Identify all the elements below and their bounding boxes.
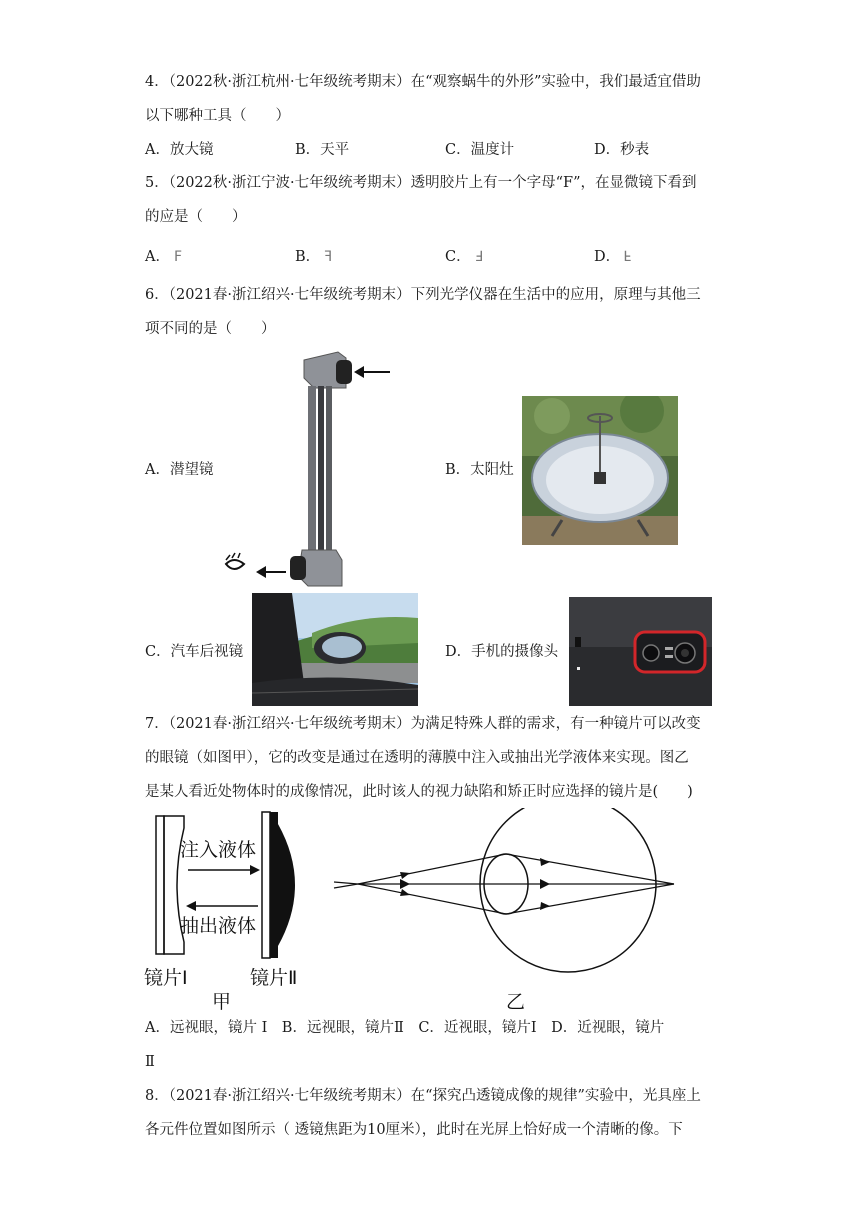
q4-option-c[interactable]: C．温度计 bbox=[445, 142, 515, 158]
option-label: B． bbox=[295, 249, 321, 265]
eye-diagram-yi bbox=[330, 808, 690, 1018]
q6-stem-line1: 6．（2021春·浙江绍兴·七年级统考期末）下列光学仪器在生活中的应用，原理与其他三 bbox=[145, 287, 701, 303]
q6-option-b[interactable]: B．太阳灶 bbox=[445, 462, 514, 478]
q5-stem-line2: 的应是（ ） bbox=[145, 209, 247, 225]
flipped-f-glyph: Ⅎ bbox=[624, 249, 633, 265]
extract-liquid-label: 抽出液体 bbox=[180, 915, 257, 937]
lens-figure-jia bbox=[140, 808, 320, 1018]
q7-stem-line2: 的眼镜（如图甲），它的改变是通过在透明的薄膜中注入或抽出光学液体来实现。图乙 bbox=[145, 750, 689, 766]
q6-option-a[interactable]: A．潜望镜 bbox=[145, 462, 214, 478]
periscope-image bbox=[218, 350, 398, 590]
q7-options[interactable]: A．远视眼，镜片 Ⅰ B．远视眼，镜片Ⅱ C．近视眼，镜片Ⅰ D．近视眼，镜片 bbox=[145, 1020, 665, 1036]
mirrored-f-glyph: ꟻ bbox=[324, 249, 333, 265]
q4-option-b[interactable]: B．天平 bbox=[295, 142, 350, 158]
q5-option-d[interactable] bbox=[594, 247, 632, 267]
q4-option-d[interactable]: D．秒表 bbox=[594, 142, 650, 158]
letter-f-glyph: F bbox=[173, 249, 183, 265]
q5-option-a[interactable] bbox=[145, 247, 182, 267]
inject-liquid-label: 注入液体 bbox=[180, 839, 257, 861]
option-label: A． bbox=[145, 249, 170, 265]
lens-2-label: 镜片Ⅱ bbox=[250, 967, 298, 989]
phone-camera-image bbox=[569, 597, 712, 706]
q8-stem-line2: 各元件位置如图所示（ 透镜焦距为10厘米），此时在光屏上恰好成一个清晰的像。下 bbox=[145, 1122, 683, 1138]
q5-option-c[interactable] bbox=[445, 247, 483, 267]
figure-yi-label: 乙 bbox=[506, 991, 526, 1013]
q5-option-b[interactable] bbox=[295, 247, 332, 267]
option-label: C． bbox=[445, 249, 471, 265]
q4-stem-line1: 4．（2022秋·浙江杭州·七年级统考期末）在“观察蜗牛的外形”实验中，我们最适宜借助 bbox=[145, 74, 701, 90]
option-label: D． bbox=[594, 249, 621, 265]
q5-stem-line1: 5．（2022秋·浙江宁波·七年级统考期末）透明胶片上有一个字母“F”，在显微镜下看到 bbox=[145, 175, 697, 191]
q6-option-d[interactable]: D．手机的摄像头 bbox=[445, 644, 559, 660]
lens-1-label: 镜片Ⅰ bbox=[144, 967, 188, 989]
q4-stem-line2: 以下哪种工具（ ） bbox=[145, 108, 290, 124]
figure-jia-label: 甲 bbox=[212, 991, 232, 1013]
car-mirror-image bbox=[252, 593, 418, 706]
q6-stem-line2: 项不同的是（ ） bbox=[145, 321, 276, 337]
q7-stem-line1: 7．（2021春·浙江绍兴·七年级统考期末）为满足特殊人群的需求，有一种镜片可以改变 bbox=[145, 716, 701, 732]
solar-cooker-image bbox=[522, 396, 678, 545]
rotated-f-glyph: Ⅎ bbox=[474, 249, 483, 265]
q8-stem-line1: 8．（2021春·浙江绍兴·七年级统考期末）在“探究凸透镜成像的规律”实验中，光具座上 bbox=[145, 1088, 701, 1104]
q7-stem-line3: 是某人看近处物体时的成像情况，此时该人的视力缺陷和矫正时应选择的镜片是( ) bbox=[145, 784, 693, 800]
q4-option-a[interactable]: A．放大镜 bbox=[145, 142, 214, 158]
q7-option-d-tail: Ⅱ bbox=[145, 1054, 155, 1070]
q6-option-c[interactable]: C．汽车后视镜 bbox=[145, 644, 244, 660]
